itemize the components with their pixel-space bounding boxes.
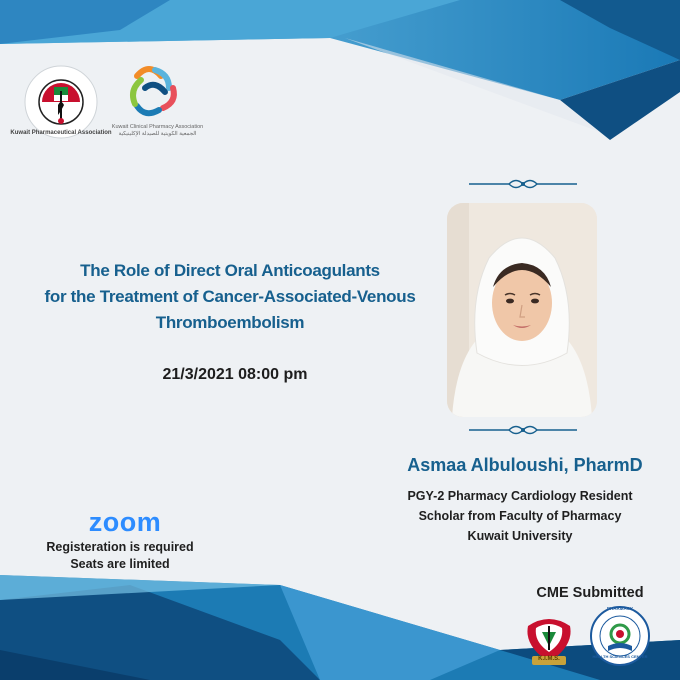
talk-datetime: 21/3/2021 08:00 pm [162,366,308,383]
registration-note-line-1: Registeration is required [46,540,194,554]
talk-title-line-1: The Role of Direct Oral Anticoagulants [80,261,380,280]
speaker-role [370,486,670,546]
speaker-role-line-3: Kuwait University [467,529,573,543]
registration-note-line-2: Seats are limited [70,557,170,571]
speaker-name: Asmaa Albuloushi, PharmD [407,455,643,475]
talk-title-line-3: Thromboembolism [155,313,305,332]
ornament-divider-top [467,176,579,192]
kpa-name-english: Kuwait Pharmaceutical Association [10,130,112,136]
kcpa-logo [125,58,187,124]
zoom-logo: zoom [88,507,162,537]
speaker-role-line-2: Scholar from Faculty of Pharmacy [418,509,622,523]
talk-title-line-2: for the Treatment of Cancer-Associated-Venous [44,287,416,306]
kcpa-name-english: Kuwait Clinical Pharmacy Association [111,124,204,130]
kims-text: K.I.M.S. [538,656,560,662]
registration-note [20,539,220,573]
speaker-photo [447,203,597,417]
faculty-logo-top-text: PHARMACY [606,606,633,611]
talk-title [20,258,440,336]
speaker-role-line-1: PGY-2 Pharmacy Cardiology Resident [407,489,633,503]
ornament-divider-bottom [467,422,579,438]
cme-label: CME Submitted [536,585,644,601]
kcpa-name-arabic: الجمعية الكويتية للصيدلة الإكلينيكية [118,131,197,137]
faculty-logo-bottom-text: HEALTH SCIENCES CENTER [592,654,648,659]
